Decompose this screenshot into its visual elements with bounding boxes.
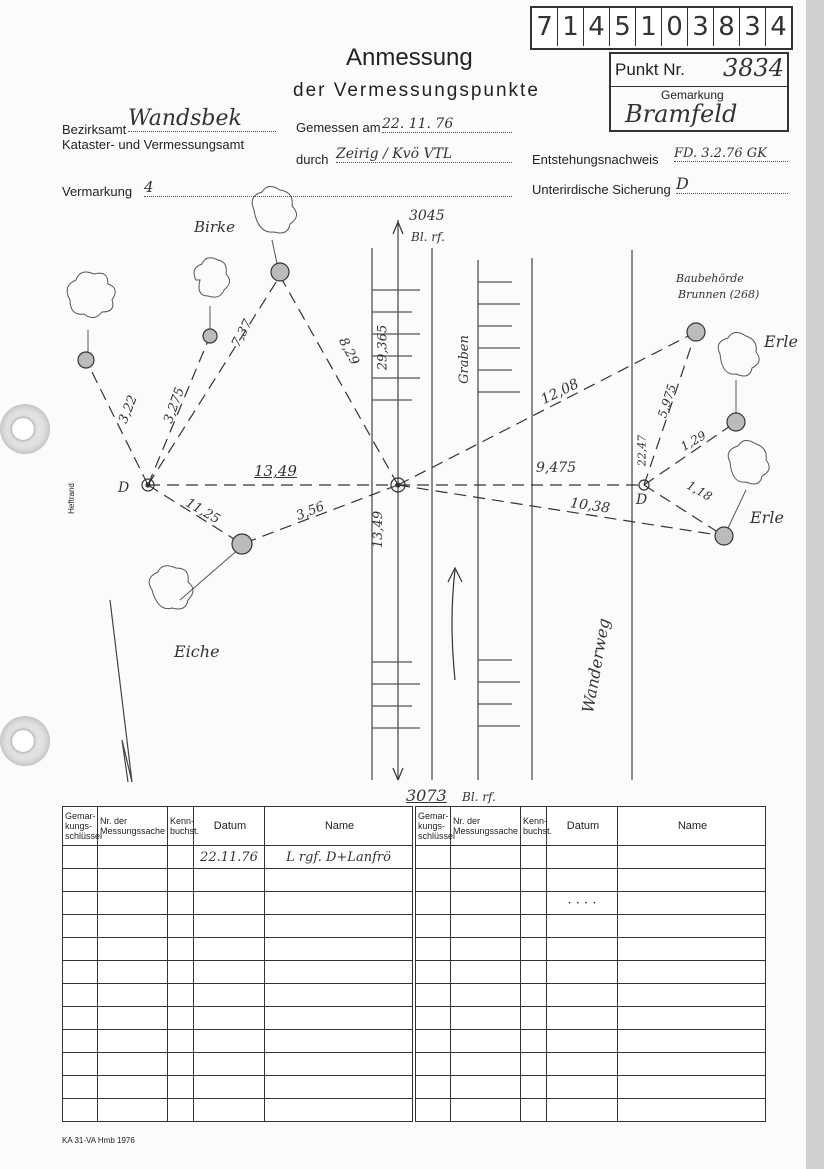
sheet-bottom-number: 3073: [406, 786, 447, 805]
table-row: [416, 892, 766, 915]
table-row: [63, 1053, 413, 1076]
col-kenn-header: Kenn-buchst.: [168, 807, 194, 846]
vermarkung-label: Vermarkung: [62, 184, 133, 199]
birke-label: Birke: [194, 218, 235, 236]
col-datum-header: Datum: [194, 807, 265, 846]
measure-line: [398, 485, 724, 536]
heftrand-label: Heftrand: [66, 483, 76, 514]
form-title: Anmessung: [346, 44, 473, 71]
durch-value: Zeirig / Kvö VTL: [336, 146, 512, 163]
sheet-top-sub: Bl. rf.: [411, 230, 445, 244]
table-row: [63, 1076, 413, 1099]
bezirksamt-value: Wandsbek: [128, 106, 276, 132]
gemarkung-label: Gemarkung: [661, 88, 724, 102]
measure-label: 3,275: [161, 385, 189, 426]
col-name-header: Name: [618, 807, 766, 846]
col-name-header: Name: [265, 807, 413, 846]
measure-label: 1,18: [684, 478, 715, 504]
north-arrow-icon: [110, 600, 132, 782]
gemarkung-value: Bramfeld: [625, 100, 738, 128]
id-digit: 3: [740, 8, 766, 46]
sheet-top-number: 3045: [409, 208, 445, 224]
id-digit: 4: [584, 8, 610, 46]
table-row: [416, 938, 766, 961]
measure-line: [644, 422, 736, 485]
measure-line: [148, 276, 280, 485]
record-table-left: [62, 806, 413, 1122]
id-digit: 5: [610, 8, 636, 46]
measure-line: [280, 276, 398, 485]
measure-label: 5,975: [655, 382, 680, 420]
measure-label: 3,22: [116, 393, 141, 426]
sicherung-label: Unterirdische Sicherung: [532, 182, 671, 197]
sicherung-value: D: [676, 174, 788, 194]
entstehung-label: Entstehungsnachweis: [532, 152, 659, 167]
punch-hole: [0, 712, 50, 782]
gemessen-label: Gemessen am: [296, 120, 381, 135]
direction-arrow-icon: [448, 568, 462, 680]
entstehung-value: FD. 3.2.76 GK: [674, 146, 788, 162]
table-row: [63, 869, 413, 892]
col-kenn-header: Kenn-buchst.: [521, 807, 547, 846]
record-table-right: [415, 806, 766, 1122]
tree-stump-marker: [715, 527, 733, 545]
col-nr-header: Nr. der Messungssache: [98, 807, 168, 846]
measure-label: 13,49: [254, 462, 297, 480]
tree-icon: [718, 332, 759, 376]
table-row: [416, 1099, 766, 1122]
table-row: [416, 846, 766, 869]
behoerde-label-2: Brunnen (268): [678, 288, 760, 301]
tree-stump-marker: [687, 323, 705, 341]
sheet-bottom-sub: Bl. rf.: [462, 790, 496, 804]
form-number: KA 31-VA Hmb 1976: [62, 1136, 135, 1145]
table-row: [416, 984, 766, 1007]
tree-icon: [149, 566, 193, 609]
durch-label: durch: [296, 152, 329, 167]
row-name: L rgf. D+Lanfrö: [265, 846, 413, 869]
table-row: [63, 892, 413, 915]
id-digit: 4: [770, 12, 787, 42]
tree-stump-marker: [78, 352, 94, 368]
table-row: [63, 1007, 413, 1030]
punch-hole: [0, 400, 50, 470]
id-digit: 1: [636, 8, 662, 46]
vermarkung-value: 4: [144, 178, 512, 197]
tree-icon: [252, 186, 296, 233]
behoerde-label-1: Baubehörde: [676, 272, 744, 285]
erle-bottom-label: Erle: [750, 508, 784, 527]
tree-stump-marker: [271, 263, 289, 281]
table-row: [416, 1053, 766, 1076]
id-digit: 1: [558, 8, 584, 46]
punkt-number: 3834: [723, 54, 785, 82]
id-digit: 8: [714, 8, 740, 46]
measure-label: 8,29: [335, 335, 362, 368]
tree-stump-marker: [203, 329, 217, 343]
measure-label: 9,475: [536, 460, 577, 476]
measure-label: 13,49: [371, 510, 387, 549]
eiche-label: Eiche: [174, 642, 220, 661]
measure-label: 22,47: [635, 434, 649, 467]
table-row: [63, 938, 413, 961]
measure-label: 11,25: [182, 495, 223, 528]
erle-top-label: Erle: [764, 332, 798, 351]
row-datum-dots: · · · ·: [547, 892, 618, 915]
gemessen-value: 22. 11. 76: [382, 116, 512, 133]
tree-icon: [194, 258, 230, 297]
point-d-left: D: [118, 480, 130, 496]
measure-label: 7,37: [229, 317, 256, 350]
id-digit: 7: [532, 8, 558, 46]
table-row: [416, 961, 766, 984]
table-row: [63, 1030, 413, 1053]
row-datum: 22.11.76: [194, 846, 265, 869]
table-row: [63, 961, 413, 984]
col-gemarkung-header: Gemar-kungs-schlüssel: [63, 807, 98, 846]
wanderweg-label: Wanderweg: [578, 616, 614, 715]
amt-label: Kataster- und Vermessungsamt: [62, 137, 245, 152]
measure-label: 29,365: [375, 324, 391, 371]
table-row: [416, 869, 766, 892]
tree-icon: [67, 272, 115, 318]
table-row: [63, 915, 413, 938]
graben-label: Graben: [456, 335, 472, 384]
table-row: [416, 1030, 766, 1053]
tree-icon: [728, 440, 769, 484]
tree-stump-marker: [727, 413, 745, 431]
measure-line: [86, 360, 148, 485]
id-digit: 3: [688, 8, 714, 46]
table-row: [63, 984, 413, 1007]
bezirksamt-label: Bezirksamt: [62, 122, 127, 137]
table-row: [416, 1076, 766, 1099]
table-row: [63, 1099, 413, 1122]
measure-label: 1,29: [678, 428, 709, 454]
col-datum-header: Datum: [547, 807, 618, 846]
id-digit: 0: [662, 8, 688, 46]
point-d-right: D: [636, 492, 648, 508]
col-gemarkung-header: Gemar-kungs-schlüssel: [416, 807, 451, 846]
form-subtitle: der Vermessungspunkte: [293, 80, 540, 101]
measure-label: 10,38: [569, 495, 612, 517]
punkt-label: Punkt Nr.: [615, 60, 685, 79]
tree-stump-marker: [232, 534, 252, 554]
measure-label: 12,08: [538, 376, 582, 408]
table-row: [63, 846, 413, 869]
scan-edge: [806, 0, 824, 1169]
measure-label: 3,56: [294, 499, 327, 524]
table-row: [416, 915, 766, 938]
col-nr-header: Nr. der Messungssache: [451, 807, 521, 846]
table-row: [416, 1007, 766, 1030]
